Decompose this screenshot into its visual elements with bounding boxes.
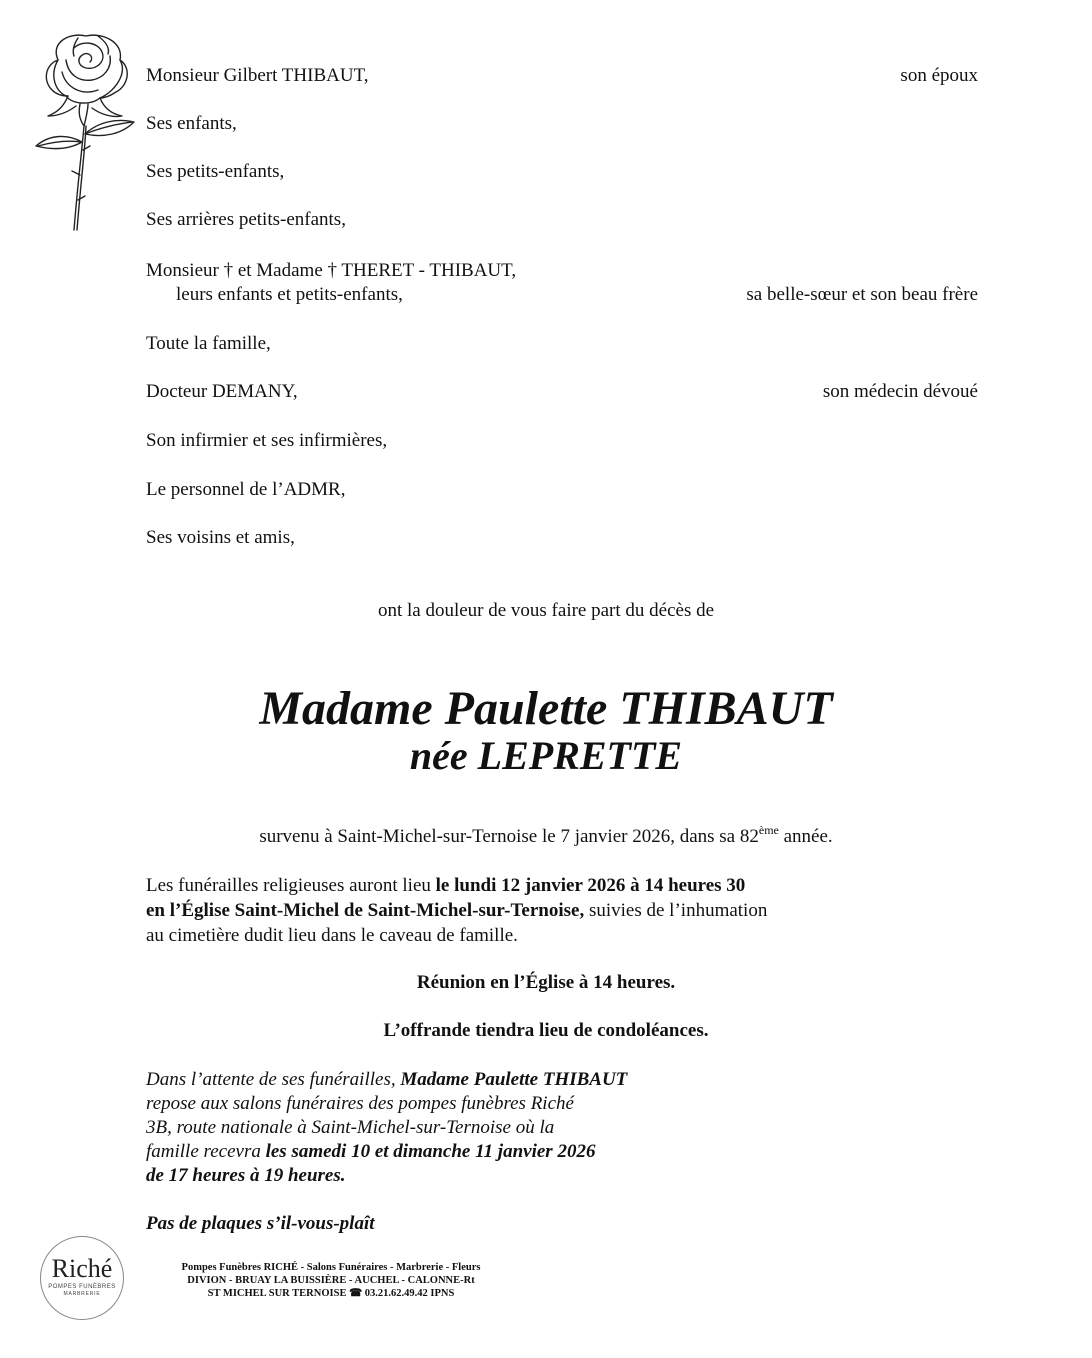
whole-family-line: Toute la famille,: [146, 333, 271, 354]
wake-line-5: de 17 heures à 19 heures.: [146, 1165, 346, 1186]
great-grandchildren-line: Ses arrières petits-enfants,: [146, 209, 346, 230]
death-details: survenu à Saint-Michel-sur-Ternoise le 7 janvier 2026, dans sa 82ème année.: [259, 823, 833, 847]
footer-line-1: Pompes Funèbres RICHÉ - Salons Funéraires - Marbrerie - Fleurs: [181, 1262, 481, 1273]
rose-illustration: [28, 30, 138, 232]
funeral-line-2: en l’Église Saint-Michel de Saint-Michel-sur-Ternoise, suivies de l’inhumation: [146, 900, 768, 921]
logo-line-1: POMPES FUNÈBRES: [48, 1284, 116, 1290]
inlaws-line-1: Monsieur † et Madame † THERET - THIBAUT,: [146, 260, 517, 281]
announcement-line: ont la douleur de vous faire part du décès de: [377, 600, 715, 621]
reunion-line: Réunion en l’Église à 14 heures.: [416, 972, 676, 993]
offering-line: L’offrande tiendra lieu de condoléances.: [383, 1020, 709, 1041]
wake-line-1: Dans l’attente de ses funérailles, Madame Paulette THIBAUT: [146, 1069, 628, 1090]
inlaws-role: sa belle-sœur et son beau frère: [746, 284, 978, 305]
footer-line-3: ST MICHEL SUR TERNOISE ☎ 03.21.62.49.42 IPNS: [207, 1288, 455, 1299]
wake-line-2: repose aux salons funéraires des pompes funèbres Riché: [146, 1093, 574, 1114]
inlaws-line-2: leurs enfants et petits-enfants,: [176, 284, 403, 305]
wake-line-3: 3B, route nationale à Saint-Michel-sur-Ternoise où la: [146, 1117, 555, 1138]
logo-brand: Riché: [51, 1254, 113, 1283]
logo-line-2: MARBRERIE: [63, 1291, 101, 1297]
deceased-name: Madame Paulette THIBAUT: [259, 682, 833, 735]
doctor-name: Docteur DEMANY,: [146, 381, 298, 402]
riche-logo: [40, 1236, 124, 1320]
funeral-line-1: Les funérailles religieuses auront lieu le lundi 12 janvier 2026 à 14 heures 30: [146, 875, 746, 896]
deceased-maiden-name: née LEPRETTE: [409, 733, 683, 778]
admr-line: Le personnel de l’ADMR,: [146, 479, 346, 500]
children-line: Ses enfants,: [146, 113, 237, 134]
funeral-line-3: au cimetière dudit lieu dans le caveau de famille.: [146, 925, 518, 946]
no-plaques-line: Pas de plaques s’il-vous-plaît: [146, 1213, 375, 1234]
nurses-line: Son infirmier et ses infirmières,: [146, 430, 388, 451]
wake-line-4: famille recevra les samedi 10 et dimanche 11 janvier 2026: [146, 1141, 596, 1162]
grandchildren-line: Ses petits-enfants,: [146, 161, 285, 182]
neighbors-line: Ses voisins et amis,: [146, 527, 295, 548]
husband-role: son époux: [900, 65, 978, 86]
footer-line-2: DIVION - BRUAY LA BUISSIÈRE - AUCHEL - CALONNE-Rt: [187, 1275, 475, 1286]
husband-name: Monsieur Gilbert THIBAUT,: [146, 65, 369, 86]
doctor-role: son médecin dévoué: [822, 381, 978, 402]
